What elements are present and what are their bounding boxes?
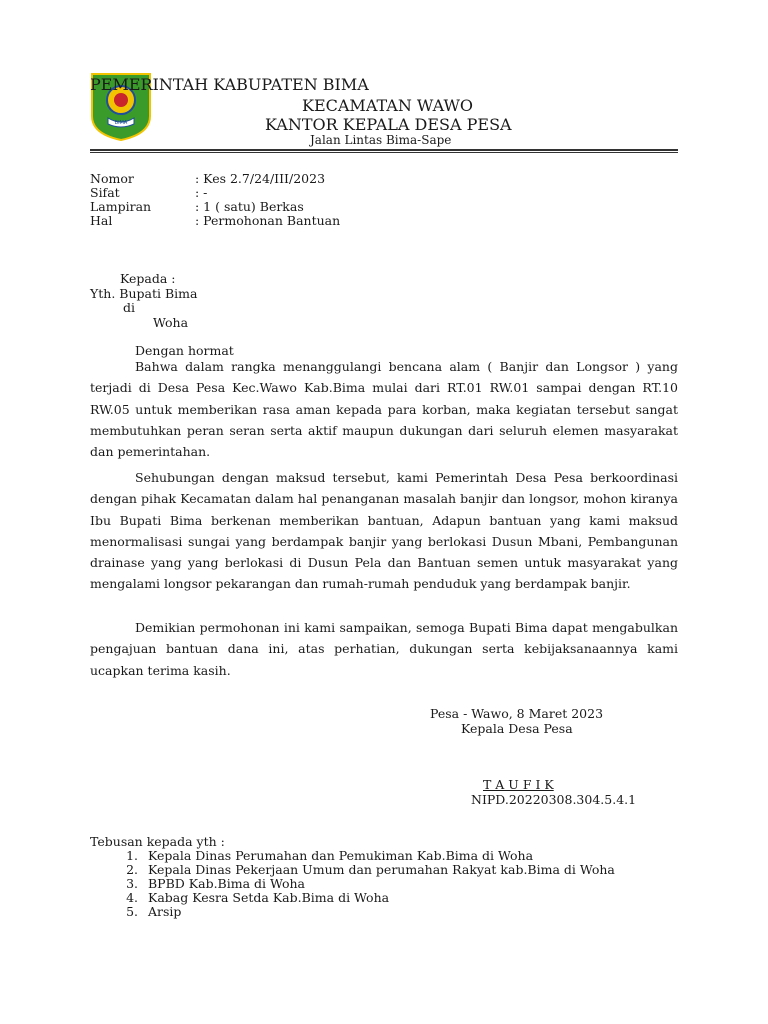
meta-sifat-value: : - [195, 185, 208, 200]
list-item [90, 905, 615, 919]
header-divider-thin [90, 152, 678, 153]
letterhead-org: PEMERINTAH KABUPATEN BIMA [90, 75, 369, 94]
letterhead-address: Jalan Lintas Bima-Sape [310, 133, 452, 147]
header-divider-thick [90, 149, 678, 151]
cc-text: Kabag Kesra Setda Kab.Bima di Woha [148, 890, 390, 905]
meta-hal-value: : Permohonan Bantuan [195, 213, 341, 228]
recipient-di: di [123, 300, 135, 315]
list-item [90, 849, 615, 863]
cc-number: 4. [126, 890, 138, 905]
salutation: Dengan hormat [135, 343, 234, 358]
cc-heading: Tebusan kepada yth : [90, 834, 225, 849]
cc-text: Arsip [148, 904, 182, 919]
meta-hal-label: Hal [90, 213, 113, 228]
emblem-ribbon-text: BIMA [114, 120, 128, 126]
body-paragraph-2 [90, 467, 678, 595]
signature-name: T A U F I K [483, 777, 554, 792]
cc-number: 1. [126, 848, 138, 863]
meta-nomor-value: : Kes 2.7/24/III/2023 [195, 171, 326, 186]
recipient-yth: Yth. Bupati Bima [90, 286, 198, 301]
recipient-place: Woha [153, 315, 189, 330]
letterhead-office: KANTOR KEPALA DESA PESA [265, 115, 512, 134]
meta-nomor-label: Nomor [90, 171, 134, 186]
cc-number: 5. [126, 904, 138, 919]
cc-number: 2. [126, 862, 138, 877]
body-paragraph-2-text: Sehubungan dengan maksud tersebut, kami Pemerintah Desa Pesa berkoordinasi dengan pihak Kecamatan dalam hal penanganan masalah banjir dan longsor, mohon kiranya Ibu Bupati Bima berkenan memberikan bantuan, Adapun bantuan yang kami maksud menormalisasi sungai yang berdampak banjir yang berlokasi Dusun Mbani, Pembangunan drainase yang yang berlokasi di Dusun Pela dan Bantuan semen untuk masyarakat yang mengalami longsor pekarangan dan rumah-rumah penduduk yang berdampak banjir. [90, 470, 678, 592]
list-item [90, 877, 615, 891]
signature-place-date: Pesa - Wawo, 8 Maret 2023 [430, 706, 604, 721]
recipient-kepada: Kepada : [120, 271, 176, 286]
meta-sifat-label: Sifat [90, 185, 120, 200]
letterhead-district: KECAMATAN WAWO [302, 96, 474, 115]
body-paragraph-3-text: Demikian permohonan ini kami sampaikan, semoga Bupati Bima dapat mengabulkan pengajuan bantuan dana ini, atas perhatian, dukungan serta kebijaksanaannya kami ucapkan terima kasih. [90, 620, 678, 678]
signature-title: Kepala Desa Pesa [461, 721, 573, 736]
cc-text: Kepala Dinas Pekerjaan Umum dan perumahan Rakyat kab.Bima di Woha [148, 862, 615, 877]
list-item [90, 891, 615, 905]
cc-number: 3. [126, 876, 138, 891]
body-paragraph-3 [90, 617, 678, 681]
meta-lampiran-value: : 1 ( satu) Berkas [195, 199, 304, 214]
list-item [90, 863, 615, 877]
cc-text: BPBD Kab.Bima di Woha [148, 876, 306, 891]
body-paragraph-1 [90, 356, 678, 462]
signature-nip: NIPD.20220308.304.5.4.1 [471, 792, 637, 807]
cc-list [90, 849, 615, 919]
body-paragraph-1-text: Bahwa dalam rangka menanggulangi bencana alam ( Banjir dan Longsor ) yang terjadi di Desa Pesa Kec.Wawo Kab.Bima mulai dari RT.01 RW.01 sampai dengan RT.10 RW.05 untuk memberikan rasa aman kepada para korban, maka kegiatan tersebut sangat membutuhkan peran seran serta aktif maupun dukungan dari seluruh elemen masyarakat dan pemerintahan. [90, 359, 678, 460]
cc-text: Kepala Dinas Perumahan dan Pemukiman Kab.Bima di Woha [148, 848, 534, 863]
meta-lampiran-label: Lampiran [90, 199, 152, 214]
